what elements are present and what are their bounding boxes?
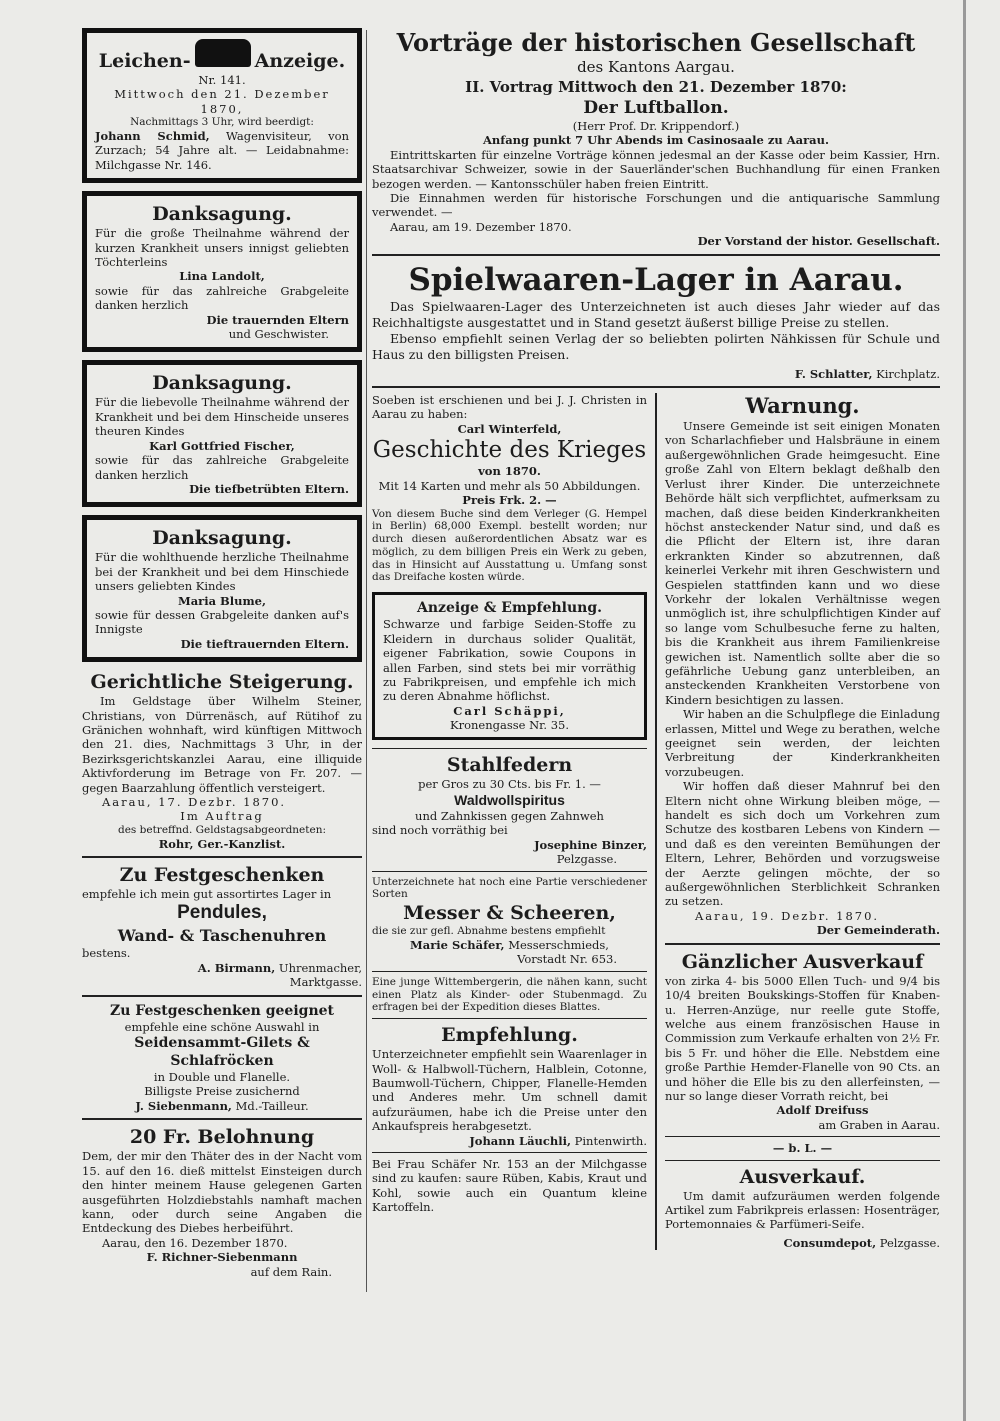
gifts-name: A. Birmann, bbox=[197, 960, 276, 975]
silk-title: Anzeige & Empfehlung. bbox=[416, 600, 603, 617]
gifts-place: Marktgasse. bbox=[289, 975, 362, 990]
lectures-lecture: II. Vortrag Mittwoch den 21. Dezember 1870: bbox=[465, 78, 847, 96]
gilets-name: J. Siebenmann, bbox=[135, 1098, 232, 1113]
book-intro: Soeben ist erschienen und bei J. J. Christen in Aarau zu haben: bbox=[372, 393, 647, 422]
recommend-text: Unterzeichneter empfiehlt sein Waarenlager in Woll- & Halbwoll-Tüchern, Halblein, Cotonne, Baumwoll-Tüchern, Chipper, Flanelle-Hemden und Anderes mehr. Um schnell damit aufzuräumen, habe ich die Preise unter den Ankaufspreis herabgesetzt. bbox=[372, 1047, 647, 1134]
lectures-title: Vorträge der historischen Gesellschaft bbox=[396, 28, 916, 57]
lectures-sub: des Kantons Aargau. bbox=[577, 58, 735, 76]
gilets-big: Seidensammt-Gilets & Schlafröcken bbox=[134, 1035, 310, 1070]
clearance-title: Ausverkauf. bbox=[739, 1165, 866, 1188]
sale-place: am Graben in Aarau. bbox=[818, 1117, 940, 1132]
sale-title: Gänzlicher Ausverkauf bbox=[681, 950, 924, 973]
gifts-watches: Wand- & Taschenuhren bbox=[117, 926, 327, 946]
clearance-text: Um damit aufzuräumen werden folgende Artikel zum Fabrikpreis erlassen: Hosenträger, Portemonnaies & Parfümeri-Seife. bbox=[665, 1188, 940, 1232]
toys-text2: Ebenso empfiehlt seinen Verlag der so beliebten polirten Nähkissen für Schule und Haus zu den billigsten Preisen. bbox=[372, 330, 940, 362]
gifts-pendules: Pendules, bbox=[177, 902, 267, 924]
knives-title: Messer & Scheeren, bbox=[403, 902, 616, 925]
right-column bbox=[372, 28, 940, 1250]
reward-text: Dem, der mir den Thäter des in der Nacht vom 15. auf den 16. dieß mittelst Einsteigen durch den hinter meinem Hause gelegenen Garten ausgeführten Holzdiebstahls namhaft machen kann, oder durch seine Angaben die Entdeckung des Diebes herbeiführt. bbox=[82, 1149, 362, 1236]
knives-name: Marie Schäfer, bbox=[410, 937, 505, 952]
thanks2-sign: Die tiefbetrübten Eltern. bbox=[189, 481, 349, 496]
gift-ad bbox=[82, 863, 362, 990]
thanks3-title: Danksagung. bbox=[152, 527, 292, 550]
gilets-trade: Md.-Tailleur. bbox=[235, 1098, 309, 1113]
coffin-icon bbox=[195, 39, 251, 67]
cabbage-ad: Bei Frau Schäfer Nr. 153 an der Milchgasse sind zu kaufen: saure Rüben, Kabis, Kraut und Kohl, sowie auch ein Quantum kleine Kartoffeln. bbox=[372, 1157, 647, 1215]
lectures-topic: Der Luftballon. bbox=[583, 98, 729, 118]
pens-line2: und Zahnkissen gegen Zahnweh bbox=[415, 808, 604, 823]
sale-ad bbox=[665, 950, 940, 1156]
thanks1-text2: sowie für das zahlreiche Grabgeleite danken herzlich bbox=[95, 283, 349, 313]
toys-text: Das Spielwaaren-Lager des Unterzeichneten ist auch dieses Jahr wieder auf das Reichhaltigste ausgestattet und in Stand gesetzt äußerst billige Preise zu stellen. bbox=[372, 298, 940, 330]
pens-ad bbox=[372, 753, 647, 867]
silk-place: Kronengasse Nr. 35. bbox=[449, 718, 569, 733]
gifts-title: Zu Festgeschenken bbox=[119, 864, 325, 887]
divider bbox=[372, 748, 647, 749]
pens-wool: Waldwollspiritus bbox=[454, 791, 565, 808]
thanks-notice-2 bbox=[82, 360, 362, 507]
gilets-title: Zu Festgeschenken geeignet bbox=[110, 1002, 334, 1019]
book-note: Von diesem Buche sind dem Verleger (G. Hempel in Berlin) 68,000 Exempl. bestellt worden; nur durch diesen außerordentlichen Absatz war es möglich, zu dem billigen Preis ein Werk zu geben, das in Hinsicht auf Ausstattung u. Umfang sonst das Dreifache kosten würde. bbox=[372, 507, 647, 584]
death-text: Wagenvisiteur, von Zurzach; 54 Jahre alt. — Leidabnahme: Milchgasse Nr. 146. bbox=[95, 129, 349, 172]
reward-sign: F. Richner-Siebenmann bbox=[146, 1250, 298, 1265]
death-number: Nr. 141. bbox=[198, 73, 246, 87]
maid-ad: Eine junge Wittembergerin, die nähen kann, sucht einen Platz als Kinder- oder Stubenmagd. Zu erfragen bei der Expedition dieses Blattes. bbox=[372, 975, 647, 1014]
sale-text: von zirka 4- bis 5000 Ellen Tuch- und 9/4 bis 10/4 breiten Boukskings-Stoffen für Knaben- u. Herren-Anzüge, nur reelle gute Stoffe, welche aus einem französischen Hause in Commission zum Verkaufe erhalten von 2½ Fr. bis 5 Fr. und höher die Elle. Nebstdem eine große Parthie Hemder-Flanelle von 90 Cts. an und höher die Elle bis zu den allerfeinsten, — nur so lange dieser Vorrath reicht, bei bbox=[665, 973, 940, 1103]
lectures-date: Aarau, am 19. Dezember 1870. bbox=[390, 219, 572, 234]
clearance-name: Consumdepot, bbox=[783, 1235, 877, 1250]
thanks2-title: Danksagung. bbox=[152, 372, 292, 395]
toys-title: Spielwaaren-Lager in Aarau. bbox=[408, 261, 904, 298]
thanks1-text: Für die große Theilnahme während der kurzen Krankheit unsers innigst geliebten Töchterleins bbox=[95, 226, 349, 270]
gifts-trade: Uhrenmacher, bbox=[278, 960, 362, 975]
auction-date: Aarau, 17. Dezbr. 1870. bbox=[102, 795, 287, 810]
gilets-line2: in Double und Flanelle. bbox=[153, 1070, 291, 1085]
lectures-start: Anfang punkt 7 Uhr Abends im Casinosaale zu Aarau. bbox=[483, 133, 829, 148]
pens-title: Stahlfedern bbox=[446, 753, 573, 776]
toys-ad bbox=[372, 261, 940, 381]
auction-sign: Rohr, Ger.-Kanzlist. bbox=[158, 836, 286, 851]
divider bbox=[82, 1118, 362, 1120]
gilets-line1: empfehle eine schöne Auswahl in bbox=[124, 1019, 320, 1034]
auction-title: Gerichtliche Steigerung. bbox=[90, 671, 354, 694]
knives-ad bbox=[372, 876, 647, 967]
book-price: Preis Frk. 2. — bbox=[462, 493, 557, 508]
gifts-best: bestens. bbox=[82, 946, 131, 961]
toys-place: Kirchplatz. bbox=[876, 366, 940, 381]
thanks1-name: Lina Landolt, bbox=[179, 269, 265, 284]
divider bbox=[665, 1136, 940, 1137]
divider bbox=[372, 386, 940, 388]
book-maps: Mit 14 Karten und mehr als 50 Abbildungen. bbox=[378, 478, 641, 493]
knives-intro: Unterzeichnete hat noch eine Partie verschiedener Sorten bbox=[372, 875, 647, 901]
pens-place: Pelzgasse. bbox=[556, 852, 617, 867]
thanks2-name: Karl Gottfried Fischer, bbox=[149, 438, 295, 453]
sale-mark: — b. L. — bbox=[772, 1141, 833, 1156]
knives-place: Vorstadt Nr. 653. bbox=[517, 952, 617, 967]
thanks1-title: Danksagung. bbox=[152, 203, 292, 226]
death-name: Johann Schmid, bbox=[95, 129, 210, 144]
silk-name: Carl Schäppi, bbox=[453, 703, 566, 718]
thanks2-text: Für die liebevolle Theilnahme während der Krankheit und bei dem Hinscheide unseres theuren Kindes bbox=[95, 395, 349, 439]
thanks2-text2: sowie für das zahlreiche Grabgeleite danken herzlich bbox=[95, 453, 349, 482]
divider bbox=[372, 1018, 647, 1019]
divider bbox=[372, 971, 647, 972]
warning-p3: Wir hoffen daß dieser Mahnruf bei den Eltern nicht ohne Wirkung bleiben möge, — handelt es sich doch um Vorkehren zum Schutze des kostbaren Lebens von Kindern — und daß es den vereinten Bemühungen der Eltern, Lehrer, Behörden und vorzugsweise der Aerzte gelingen möchte, der so außergewöhnlichen Sterblichkeit Schranken zu setzen. bbox=[665, 779, 940, 909]
book-title: Geschichte des Krieges bbox=[372, 437, 647, 464]
thanks1-sign1: Die trauernden Eltern bbox=[206, 312, 349, 327]
inner-right-column bbox=[655, 393, 940, 1250]
column-divider bbox=[366, 30, 367, 1292]
auction-text: Im Geldstage über Wilhelm Steiner, Christians, von Dürrenäsch, auf Rütihof zu Gränichen wohnhaft, wird künftigen Mittwoch den 21. dies, Nachmittags 3 Uhr, in der Bezirksgerichtskanzlei Aarau, eine illiquide Aktivforderung im Betrage von Fr. 207. — gegen Baarzahlung öffentlich versteigert. bbox=[82, 694, 362, 795]
gilets-line3: Billigste Preise zusichernd bbox=[144, 1084, 300, 1099]
clearance-ad bbox=[665, 1165, 940, 1251]
divider bbox=[372, 254, 940, 256]
thanks3-text: Für die wohlthuende herzliche Theilnahme bei der Krankheit und bei dem Hinschiede unsers geliebten Kindes bbox=[95, 550, 349, 594]
sale-name: Adolf Dreifuss bbox=[776, 1103, 869, 1118]
warning-title: Warnung. bbox=[745, 393, 860, 419]
divider bbox=[372, 1152, 647, 1153]
clearance-place: Pelzgasse. bbox=[879, 1235, 940, 1250]
gifts-text: empfehle ich mein gut assortirtes Lager in bbox=[82, 887, 332, 902]
two-column-section bbox=[372, 393, 940, 1250]
death-time: Nachmittags 3 Uhr, wird beerdigt: bbox=[130, 116, 314, 129]
thanks-notice-1 bbox=[82, 191, 362, 352]
death-head-left: Leichen- bbox=[98, 50, 191, 72]
book-ad bbox=[372, 393, 647, 584]
divider bbox=[665, 943, 940, 945]
thanks3-name: Maria Blume, bbox=[177, 593, 266, 608]
warning-notice bbox=[665, 393, 940, 938]
pens-line3: sind noch vorräthig bei bbox=[372, 823, 508, 838]
pens-line1: per Gros zu 30 Cts. bis Fr. 1. — bbox=[418, 776, 601, 791]
knives-trade: Messerschmieds, bbox=[508, 937, 609, 952]
warning-p1: Unsere Gemeinde ist seit einigen Monaten von Scharlachfieber und Halsbräune in einem außergewöhnlichen Grade heimgesucht. Eine große Zahl von Eltern beklagt deßhalb den Verlust ihrer Kinder. Die unterzeichnete Behörde hält sich verpflichtet, aufmerksam zu machen, daß diese beiden Kinderkrankheiten höchst ansteckender Natur sind, und daß es die Pflicht der Eltern ist, ihre daran erkrankten Kinder so abzutrennen, daß keinerlei Verkehr mit ihren Geschwistern und Gespielen stattfinden kann und wo diese Vorkehr der lokalen Verhältnisse wegen unmöglich ist, ihre schulpflichtigen Kinder auf so lange vom Schulbesuche ferne zu halten, bis die Krankheit aus ihrem Familienkreise gewichen ist. Namentlich sollte aber die so gefährliche Uebung ganz unterbleiben, an ansteckenden Krankheiten Verstorbene von Kindern besichtigen zu lassen. bbox=[665, 419, 940, 707]
knives-text: die sie zur gefl. Abnahme bestens empfiehlt bbox=[372, 925, 606, 938]
divider bbox=[372, 871, 647, 872]
recommend-ad bbox=[372, 1023, 647, 1148]
recommend-title: Empfehlung. bbox=[441, 1024, 578, 1047]
divider bbox=[665, 1160, 940, 1161]
auction-notice bbox=[82, 670, 362, 851]
reward-place: auf dem Rain. bbox=[250, 1264, 332, 1279]
book-year: von 1870. bbox=[478, 464, 541, 479]
lectures-text: Eintrittskarten für einzelne Vorträge können jedesmal an der Kasse oder beim Kassier, Hrn. Staatsarchivar Schweizer, sowie in der Sauerländer'schen Buchhandlung für einen Franken bezogen werden. — Kantonsschüler haben freien Eintritt. bbox=[372, 147, 940, 191]
left-column bbox=[82, 28, 362, 1279]
warning-sign: Der Gemeinderath. bbox=[816, 923, 940, 938]
thanks3-text2: sowie für dessen Grabgeleite danken auf's Innigste bbox=[95, 607, 349, 637]
lectures-sign: Der Vorstand der histor. Gesellschaft. bbox=[697, 234, 940, 249]
recommend-trade: Pintenwirth. bbox=[574, 1133, 647, 1148]
death-date: Mittwoch den 21. Dezember 1870, bbox=[114, 87, 330, 116]
toys-name: F. Schlatter, bbox=[794, 366, 873, 381]
lectures-text2: Die Einnahmen werden für historische Forschungen und die antiquarische Sammlung verwendet. — bbox=[372, 191, 940, 220]
recommend-name: Johann Läuchli, bbox=[469, 1133, 571, 1148]
book-author: Carl Winterfeld, bbox=[457, 421, 562, 436]
silk-ad bbox=[372, 592, 647, 739]
pens-name: Josephine Binzer, bbox=[534, 837, 647, 852]
thanks-notice-3 bbox=[82, 515, 362, 662]
auction-by: des betreffnd. Geldstagsabgeordneten: bbox=[117, 823, 327, 836]
page-edge bbox=[963, 0, 966, 1421]
gilets-ad bbox=[82, 1002, 362, 1114]
death-head-right: Anzeige. bbox=[254, 50, 346, 72]
divider bbox=[82, 856, 362, 858]
divider bbox=[82, 995, 362, 997]
lectures-ad bbox=[372, 28, 940, 249]
warning-date: Aarau, 19. Dezbr. 1870. bbox=[695, 908, 880, 923]
reward-ad bbox=[82, 1125, 362, 1279]
thanks1-sign2: und Geschwister. bbox=[228, 327, 329, 342]
inner-left-column bbox=[372, 393, 655, 1250]
thanks3-sign: Die tieftrauernden Eltern. bbox=[180, 636, 349, 651]
silk-text: Schwarze und farbige Seiden-Stoffe zu Kleidern in durchaus solider Qualität, eigener Fabrikation, sowie Coupons in allen Farben, sind stets bei mir vorräthig zu Fabrikpreisen, und empfehle ich mich zu deren Abnahme höflichst. bbox=[383, 617, 636, 704]
reward-title: 20 Fr. Belohnung bbox=[129, 1126, 315, 1149]
reward-date: Aarau, den 16. Dezember 1870. bbox=[102, 1235, 288, 1250]
auction-order: Im Auftrag bbox=[180, 809, 264, 824]
lectures-speaker: (Herr Prof. Dr. Krippendorf.) bbox=[572, 119, 740, 133]
warning-p2: Wir haben an die Schulpflege die Einladung erlassen, Mittel und Wege zu berathen, welche geeignet sein werden, der leichten Verbreitung der Kinderkrankheiten vorzubeugen. bbox=[665, 707, 940, 779]
death-notice bbox=[82, 28, 362, 183]
